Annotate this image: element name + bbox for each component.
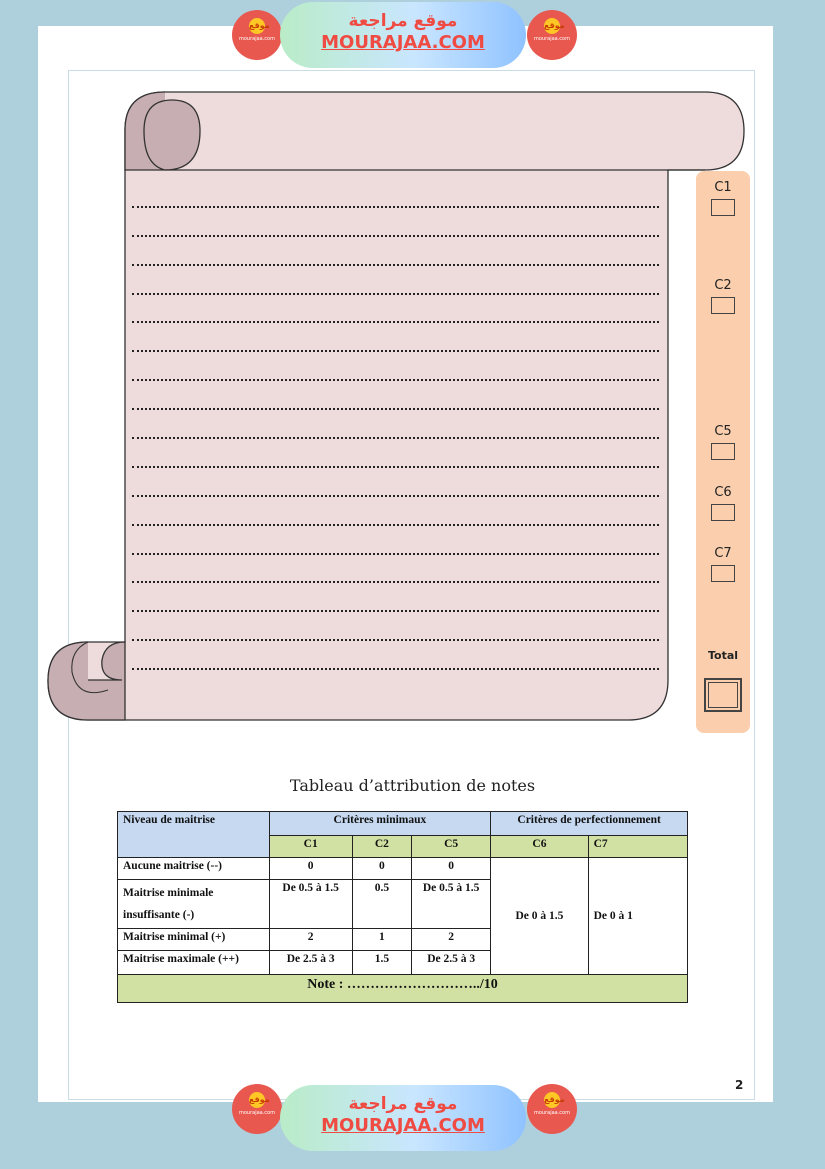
criteria-panel: [696, 171, 750, 733]
cell-c7-range: De 0 à 1: [588, 858, 687, 975]
logo-icon: موقع: [544, 1092, 560, 1108]
writing-line[interactable]: [132, 555, 659, 584]
header-perfection: Critères de perfectionnement: [491, 812, 688, 836]
criterion-label: C6: [714, 485, 732, 500]
cell-c6-range: De 0 à 1.5: [491, 858, 588, 975]
col-c1: C1: [269, 836, 352, 858]
cell-c1: 0: [269, 858, 352, 880]
total-score-box[interactable]: [704, 678, 742, 712]
writing-line[interactable]: [132, 179, 659, 208]
writing-line[interactable]: [132, 468, 659, 497]
note-row: [118, 975, 688, 1003]
writing-lines[interactable]: [132, 179, 659, 670]
cell-c5: 2: [412, 929, 491, 951]
criterion-score-box[interactable]: [711, 297, 735, 314]
criterion-c1: [696, 180, 750, 216]
cell-c5: 0: [412, 858, 491, 880]
criterion-label: C2: [714, 278, 732, 293]
cell-c1: 2: [269, 929, 352, 951]
logo-badge-text: mourajaa.com: [238, 36, 275, 42]
criterion-label: C5: [714, 424, 732, 439]
logo-badge-text: mourajaa.com: [238, 1110, 275, 1116]
writing-line[interactable]: [132, 583, 659, 612]
criterion-score-box[interactable]: [711, 565, 735, 582]
cell-c2: 1: [352, 929, 411, 951]
writing-line[interactable]: [132, 526, 659, 555]
cell-c2: 0.5: [352, 880, 411, 929]
grading-table: [117, 811, 688, 1003]
row-level: Aucune maitrise (--): [118, 858, 270, 880]
writing-line[interactable]: [132, 266, 659, 295]
col-c2: C2: [352, 836, 411, 858]
writing-line[interactable]: [132, 497, 659, 526]
criterion-score-box[interactable]: [711, 504, 735, 521]
logo-icon: موقع: [544, 18, 560, 34]
table-row: [118, 858, 688, 880]
scroll-bottom-curl: [48, 642, 125, 720]
cell-c5: De 2.5 à 3: [412, 951, 491, 975]
header-level: Niveau de maitrise: [118, 812, 270, 858]
criterion-c7: [696, 546, 750, 582]
logo-icon: موقع: [249, 1092, 265, 1108]
scroll-top-curl: [125, 92, 200, 170]
writing-line[interactable]: [132, 208, 659, 237]
col-c6: C6: [491, 836, 588, 858]
logo-badge-right-bottom: [527, 1084, 577, 1134]
header-minimal: Critères minimaux: [269, 812, 491, 836]
row-level: Maitrise maximale (++): [118, 951, 270, 975]
writing-line[interactable]: [132, 295, 659, 324]
writing-line[interactable]: [132, 323, 659, 352]
writing-line[interactable]: [132, 641, 659, 670]
writing-line[interactable]: [132, 237, 659, 266]
criterion-label: C1: [714, 180, 732, 195]
criterion-label: C7: [714, 546, 732, 561]
criterion-score-box[interactable]: [711, 199, 735, 216]
criterion-c5: [696, 424, 750, 460]
cell-c1: De 2.5 à 3: [269, 951, 352, 975]
criterion-score-box[interactable]: [711, 443, 735, 460]
writing-line[interactable]: [132, 381, 659, 410]
col-c5: C5: [412, 836, 491, 858]
cell-c2: 1.5: [352, 951, 411, 975]
brand-banner-bottom[interactable]: [280, 1085, 526, 1151]
brand-arabic: موقع مراجعة: [348, 11, 458, 31]
brand-latin: MOURAJAA.COM: [321, 32, 485, 53]
row-level: Maitrise minimale insuffisante (-): [118, 880, 270, 929]
criterion-c2: [696, 278, 750, 314]
logo-icon: موقع: [249, 18, 265, 34]
col-c7: C7: [588, 836, 687, 858]
logo-badge-text: mourajaa.com: [533, 1110, 570, 1116]
brand-arabic: موقع مراجعة: [348, 1094, 458, 1114]
brand-latin: MOURAJAA.COM: [321, 1115, 485, 1136]
row-level: Maitrise minimal (+): [118, 929, 270, 951]
cell-c5: De 0.5 à 1.5: [412, 880, 491, 929]
logo-badge-left-bottom: [232, 1084, 282, 1134]
criterion-c6: [696, 485, 750, 521]
writing-line[interactable]: [132, 352, 659, 381]
total-label: Total: [707, 649, 739, 662]
page-number: 2: [735, 1078, 744, 1092]
writing-line[interactable]: [132, 612, 659, 641]
note-label[interactable]: Note : ………………………../10: [118, 975, 688, 1003]
writing-line[interactable]: [132, 410, 659, 439]
logo-badge-text: mourajaa.com: [533, 36, 570, 42]
table-title: Tableau d’attribution de notes: [289, 776, 536, 795]
writing-line[interactable]: [132, 439, 659, 468]
cell-c2: 0: [352, 858, 411, 880]
cell-c1: De 0.5 à 1.5: [269, 880, 352, 929]
